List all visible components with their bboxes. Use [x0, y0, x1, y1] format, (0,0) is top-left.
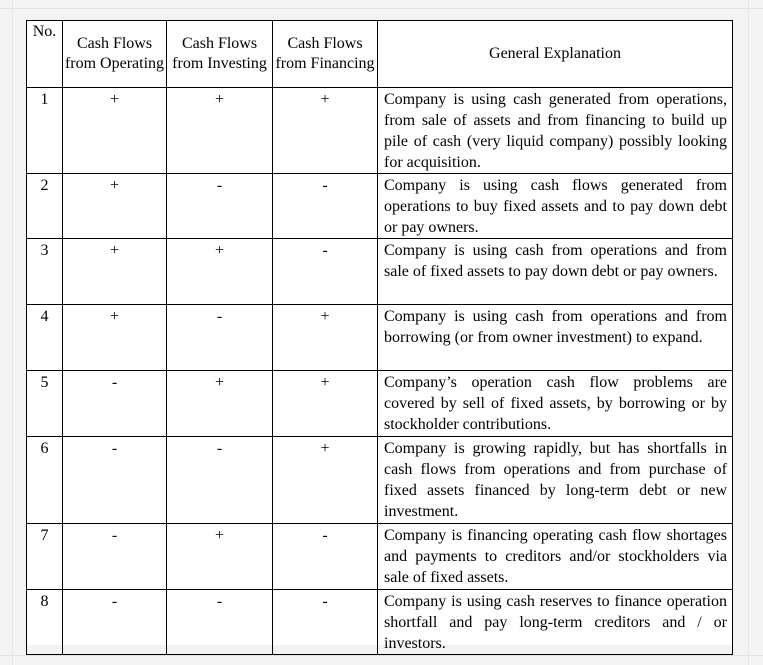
background-rule: [0, 8, 763, 9]
investing-sign: +: [167, 524, 273, 590]
row-number: 3: [27, 239, 63, 305]
investing-sign: +: [167, 239, 273, 305]
background-rule: [0, 655, 763, 656]
cash-flow-table-container: [26, 20, 732, 652]
table-row: [27, 305, 733, 371]
background-rule: [748, 0, 749, 665]
investing-sign: -: [167, 590, 273, 655]
financing-sign: +: [273, 371, 378, 437]
investing-sign: -: [167, 437, 273, 524]
table-row: [27, 239, 733, 305]
explanation-text: Company is using cash generated from operations, from sale of assets and from financing to build up pile of cash (very liquid company) possibly looking for acquisition.: [378, 88, 733, 174]
investing-sign: +: [167, 371, 273, 437]
investing-sign: -: [167, 305, 273, 371]
operating-sign: +: [63, 305, 167, 371]
row-number: 7: [27, 524, 63, 590]
row-number: 1: [27, 88, 63, 174]
operating-sign: +: [63, 174, 167, 239]
table-row: [27, 174, 733, 239]
table-row: [27, 524, 733, 590]
header-no: No.: [27, 21, 63, 88]
header-operating: Cash Flows from Operating: [63, 21, 167, 88]
explanation-text: Company is using cash flows generated from operations to buy fixed assets and to pay down debt or pay owners.: [378, 174, 733, 239]
explanation-text: Company is using cash reserves to finance operation shortfall and pay long-term creditors and / or investors.: [378, 590, 733, 655]
financing-sign: -: [273, 590, 378, 655]
operating-sign: -: [63, 590, 167, 655]
header-investing: Cash Flows from Investing: [167, 21, 273, 88]
financing-sign: -: [273, 239, 378, 305]
row-number: 2: [27, 174, 63, 239]
explanation-text: Company is using cash from operations and from borrowing (or from owner investment) to expand.: [378, 305, 733, 371]
table-header-row: [27, 21, 733, 88]
investing-sign: +: [167, 88, 273, 174]
cash-flow-patterns-table: [26, 20, 733, 655]
explanation-text: Company’s operation cash flow problems are covered by sell of fixed assets, by borrowing or by stockholder contributions.: [378, 371, 733, 437]
financing-sign: -: [273, 174, 378, 239]
explanation-text: Company is growing rapidly, but has shortfalls in cash flows from operations and from purchase of fixed assets financed by long-term debt or new investment.: [378, 437, 733, 524]
investing-sign: -: [167, 174, 273, 239]
explanation-text: Company is financing operating cash flow shortages and payments to creditors and/or stockholders via sale of fixed assets.: [378, 524, 733, 590]
operating-sign: -: [63, 371, 167, 437]
operating-sign: +: [63, 88, 167, 174]
operating-sign: +: [63, 239, 167, 305]
financing-sign: +: [273, 88, 378, 174]
row-number: 4: [27, 305, 63, 371]
financing-sign: +: [273, 437, 378, 524]
table-row: [27, 437, 733, 524]
table-row: [27, 88, 733, 174]
row-number: 6: [27, 437, 63, 524]
financing-sign: +: [273, 305, 378, 371]
header-financing: Cash Flows from Financing: [273, 21, 378, 88]
table-row: [27, 371, 733, 437]
explanation-text: Company is using cash from operations and from sale of fixed assets to pay down debt or pay owners.: [378, 239, 733, 305]
row-number: 5: [27, 371, 63, 437]
table-row: [27, 590, 733, 655]
operating-sign: -: [63, 437, 167, 524]
operating-sign: -: [63, 524, 167, 590]
financing-sign: -: [273, 524, 378, 590]
background-rule: [12, 0, 13, 665]
header-explanation: General Explanation: [378, 21, 733, 88]
row-number: 8: [27, 590, 63, 655]
